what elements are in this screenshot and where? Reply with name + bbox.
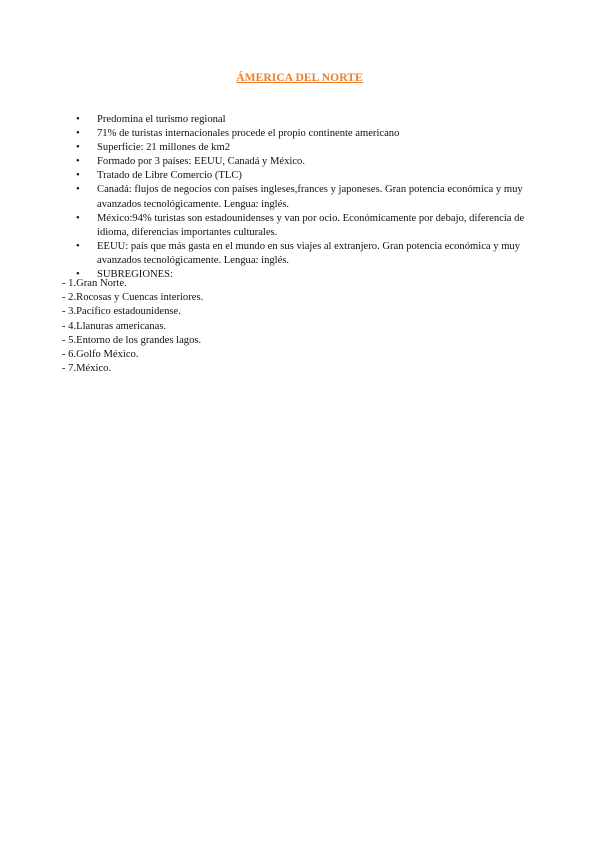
bullet-item [76,183,546,211]
bullet-marker: • [76,170,80,182]
bullet-marker: • [76,114,80,125]
bullet-marker: • [76,269,80,281]
bullet-item [76,141,546,155]
subregion-item: - 6.Golfo México. [62,349,139,361]
document-title: ÁMERICA DEL NORTE [236,72,363,84]
bullet-item [76,155,546,169]
bullet-text: Formado por 3 países: EEUU, Canadá y México. [97,156,306,168]
subregion-item: - 4.Llanuras americanas. [62,320,167,332]
subregion-list [62,277,203,376]
bullet-text: EEUU: país que más gasta en el mundo en sus viajes al extranjero. Gran potencia económica y muy avanzados tecnológicamente. Lengua: inglés. [97,240,521,266]
bullet-text: SUBREGIONES: [97,269,173,281]
bullet-text: Tratado de Libre Comercio (TLC) [97,170,242,182]
bullet-text: Canadá: flujos de negocios con países ingleses,frances y japoneses. Gran potencia económica y muy avanzados tecnológicamente. Lengua: inglés. [97,184,523,210]
subregion-item: - 5.Entorno de los grandes lagos. [62,334,202,346]
bullet-text: Superficie: 21 millones de km2 [97,142,230,154]
bullet-text: México:94% turistas son estadounidenses y van por ocio. Económicamente por debajo, diferencia de idioma, diferencias importantes culturales. [97,212,525,238]
bullet-marker: • [76,184,80,196]
bullet-list [76,113,546,282]
bullet-marker: • [76,128,80,140]
bullet-item [76,240,546,268]
subregion-item: - 1.Gran Norte. [62,278,127,289]
bullet-item [76,127,546,141]
bullet-item [76,113,546,127]
bullet-marker: • [76,142,80,154]
bullet-marker: • [76,212,80,224]
bullet-marker: • [76,240,80,252]
bullet-marker: • [76,156,80,168]
bullet-item [76,169,546,183]
bullet-item [76,212,546,240]
subregion-item: - 7.México. [62,363,112,375]
subregion-item: - 3.Pacífico estadounidense. [62,306,181,318]
subregion-item: - 2.Rocosas y Cuencas interiores. [62,292,204,304]
bullet-text: Predomina el turismo regional [97,114,226,125]
bullet-text: 71% de turistas internacionales procede el propio continente americano [97,128,400,140]
